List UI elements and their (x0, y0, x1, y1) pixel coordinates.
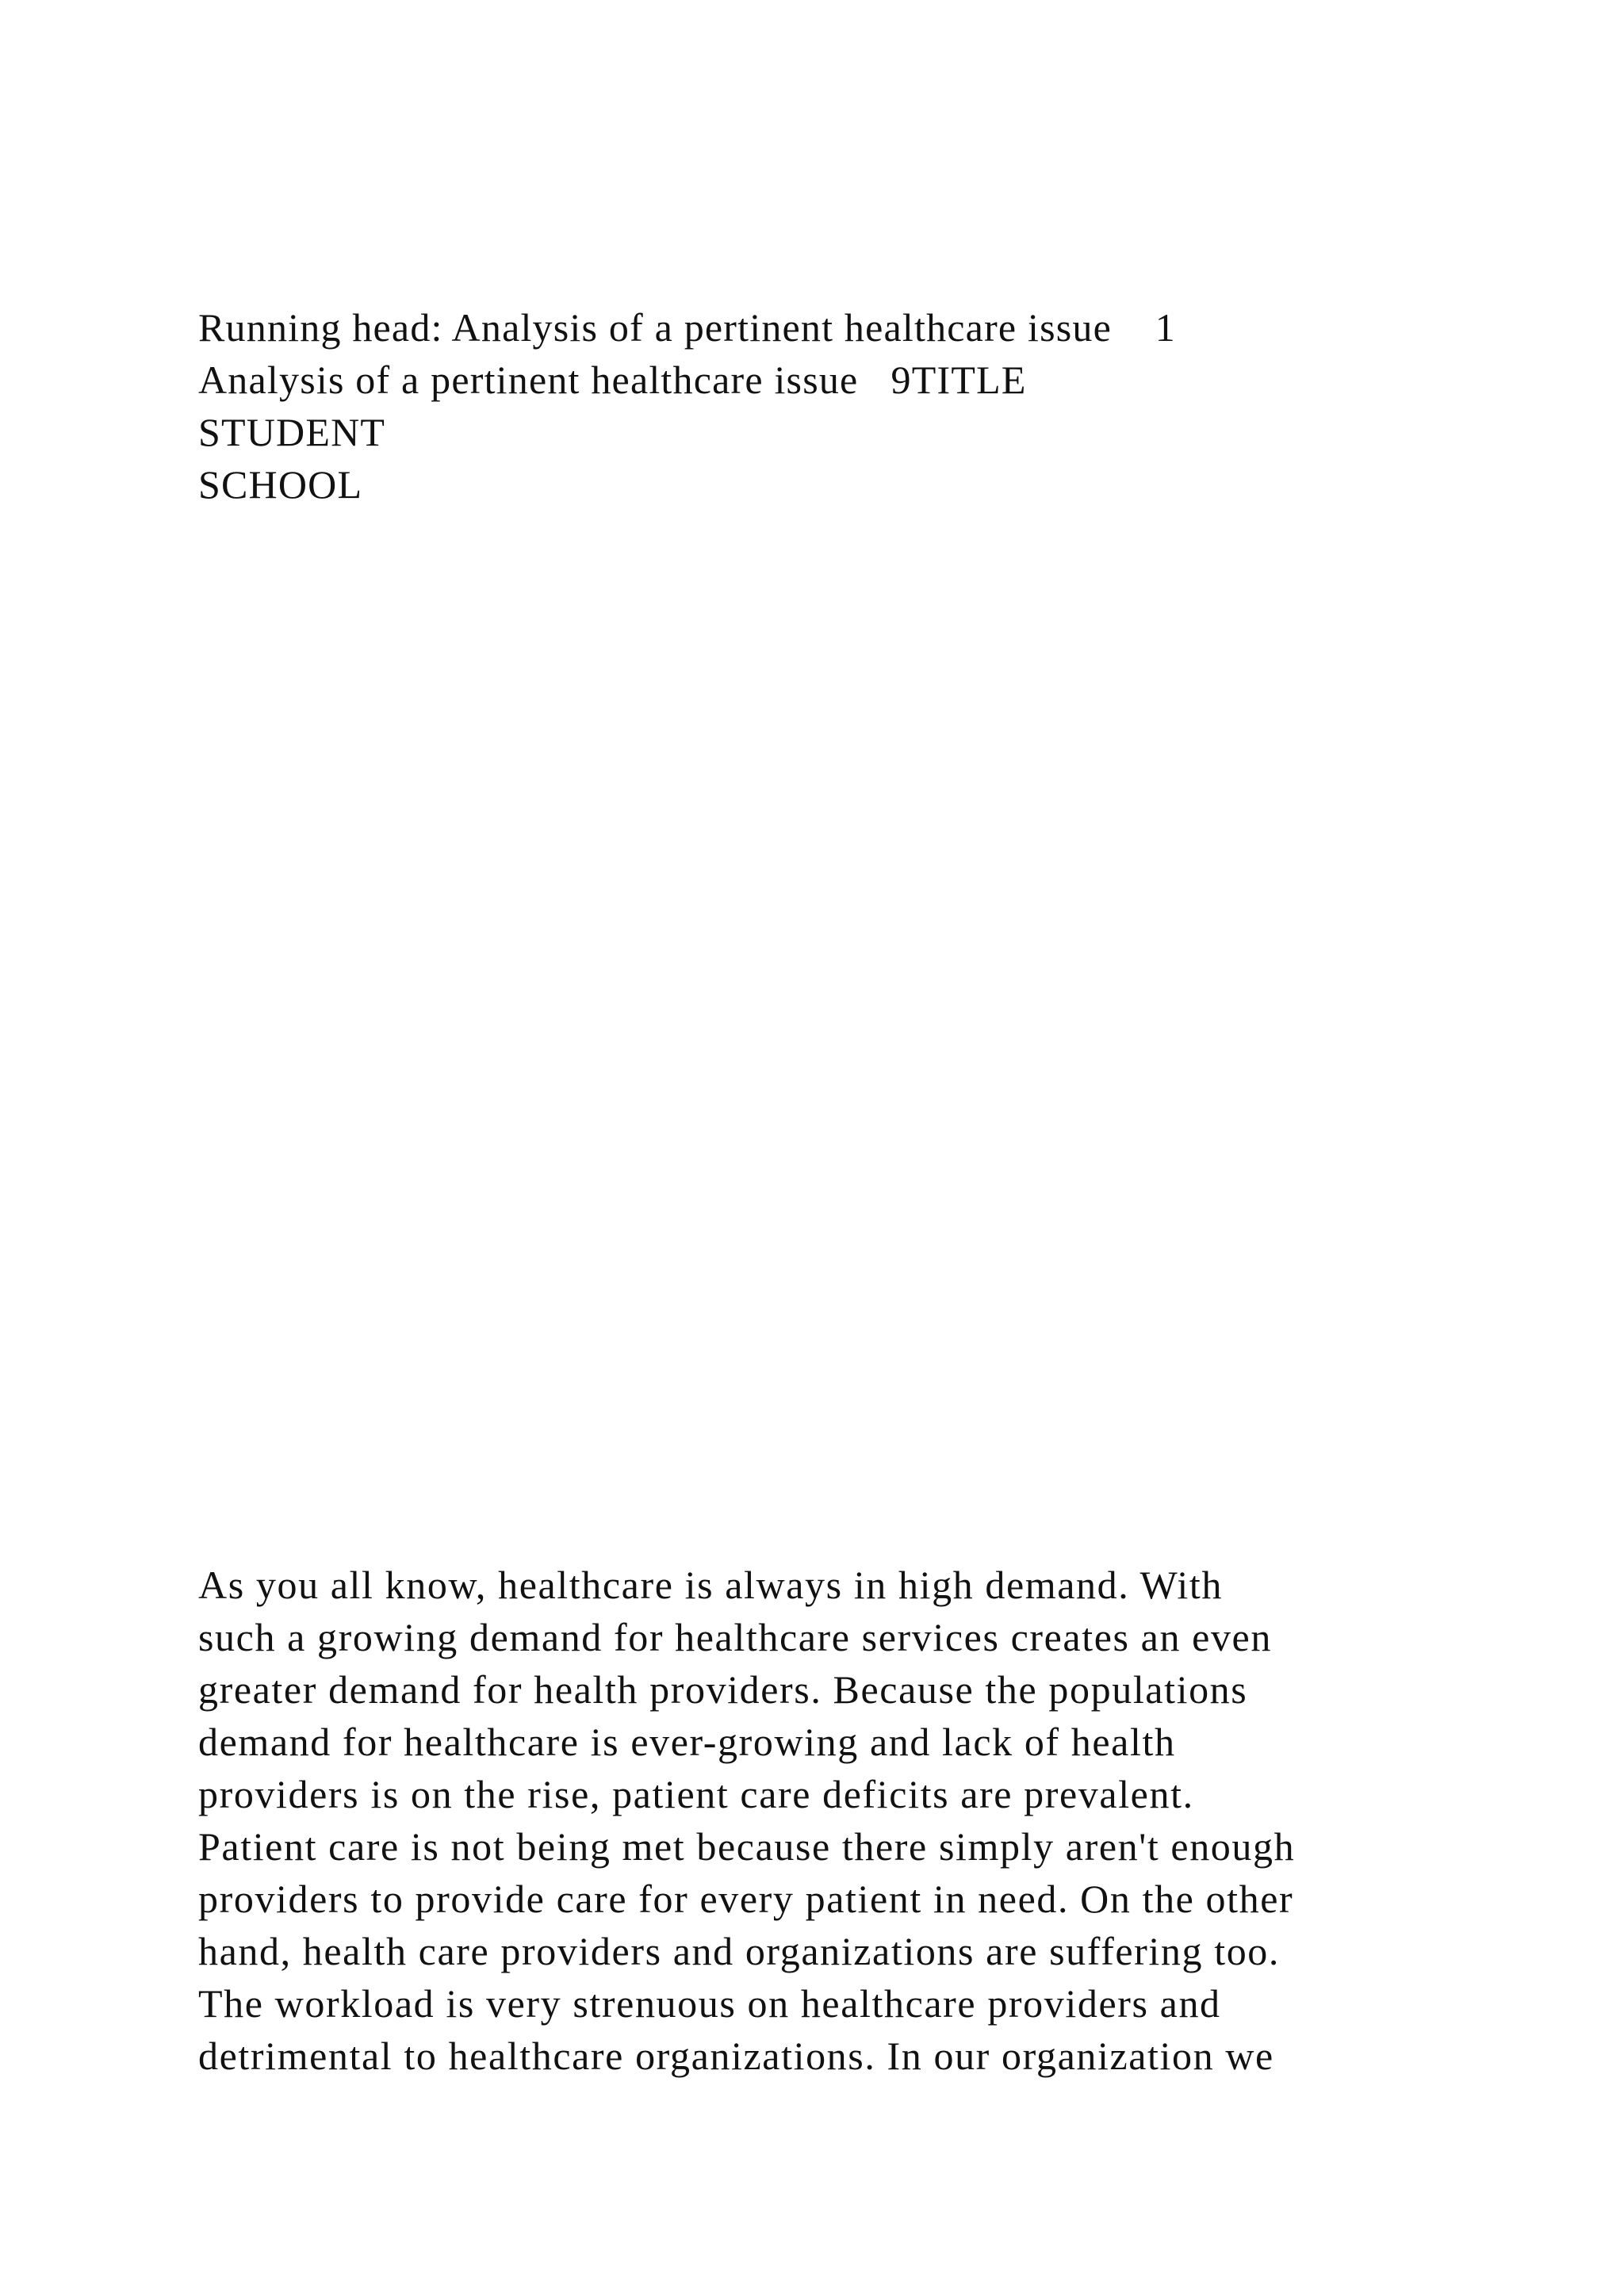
body-line: The workload is very strenuous on healthcare providers and (198, 1981, 1221, 2026)
body-line: providers to provide care for every patient in need. On the other (198, 1877, 1294, 1921)
body-line: greater demand for health providers. Because the populations (198, 1667, 1248, 1712)
student-name: STUDENT (198, 410, 386, 454)
body-line: demand for healthcare is ever-growing and lack of health (198, 1720, 1176, 1764)
school-name: SCHOOL (198, 462, 363, 507)
body-line: such a growing demand for healthcare services creates an even (198, 1615, 1272, 1659)
body-line: As you all know, healthcare is always in high demand. With (198, 1563, 1223, 1607)
body-line: Patient care is not being met because there simply aren't enough (198, 1824, 1296, 1869)
body-line: providers is on the rise, patient care deficits are prevalent. (198, 1772, 1194, 1816)
body-line: hand, health care providers and organizations are suffering too. (198, 1929, 1280, 1973)
running-head: Running head: Analysis of a pertinent healthcare issue 1 (198, 305, 1177, 350)
body-line: detrimental to healthcare organizations. In our organization we (198, 2034, 1274, 2078)
page-header-title: Analysis of a pertinent healthcare issue 9TITLE (198, 358, 1027, 402)
